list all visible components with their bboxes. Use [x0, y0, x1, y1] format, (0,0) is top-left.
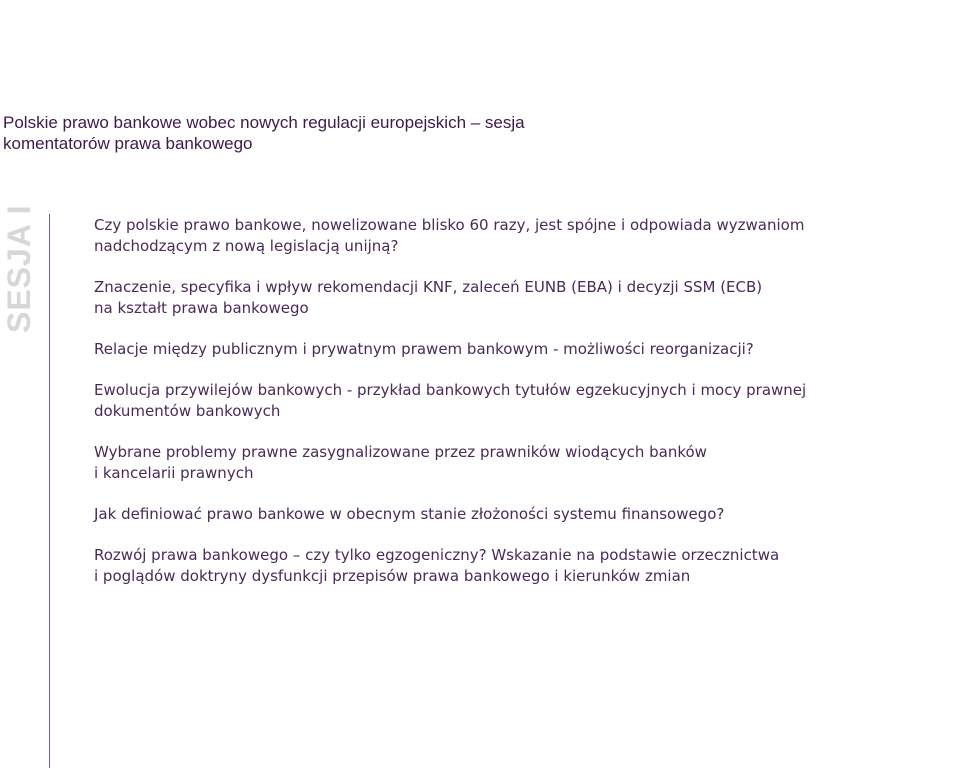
topic-line: Znaczenie, specyfika i wpływ rekomendacji KNF, zaleceń EUNB (EBA) i decyzji SSM (ECB): [94, 278, 763, 296]
topic-line: i poglądów doktryny dysfunkcji przepisów prawa bankowego i kierunków zmian: [94, 567, 691, 585]
topic-line: Czy polskie prawo bankowe, nowelizowane blisko 60 razy, jest spójne i odpowiada wyzwaniom: [94, 216, 805, 234]
topic-line: Wybrane problemy prawne zasygnalizowane przez prawników wiodących banków: [94, 443, 707, 461]
topic-item: [94, 339, 814, 360]
topic-line: na kształt prawa bankowego: [94, 299, 309, 317]
session-title-line-1: Polskie prawo bankowe wobec nowych regulacji europejskich – sesja: [3, 113, 525, 132]
session-label: SESJA I: [1, 204, 37, 333]
topic-line: dokumentów bankowych: [94, 402, 281, 420]
topic-item: [94, 215, 814, 257]
topic-item: [94, 504, 814, 525]
topic-list: [94, 215, 814, 587]
topic-item: [94, 277, 814, 319]
vertical-divider: [49, 214, 50, 768]
topic-line: Relacje między publicznym i prywatnym prawem bankowym - możliwości reorganizacji?: [94, 340, 754, 358]
session-title-line-2: komentatorów prawa bankowego: [3, 134, 253, 153]
topic-item: [94, 442, 814, 484]
topic-line: Rozwój prawa bankowego – czy tylko egzogeniczny? Wskazanie na podstawie orzecznictwa: [94, 546, 780, 564]
topic-item: [94, 380, 814, 422]
topic-item: [94, 545, 814, 587]
topic-line: Jak definiować prawo bankowe w obecnym stanie złożoności systemu finansowego?: [94, 505, 725, 523]
topic-line: nadchodzącym z nową legislacją unijną?: [94, 237, 399, 255]
topic-line: i kancelarii prawnych: [94, 464, 254, 482]
session-title: [3, 112, 603, 154]
topic-line: Ewolucja przywilejów bankowych - przykład bankowych tytułów egzekucyjnych i mocy prawnej: [94, 381, 807, 399]
